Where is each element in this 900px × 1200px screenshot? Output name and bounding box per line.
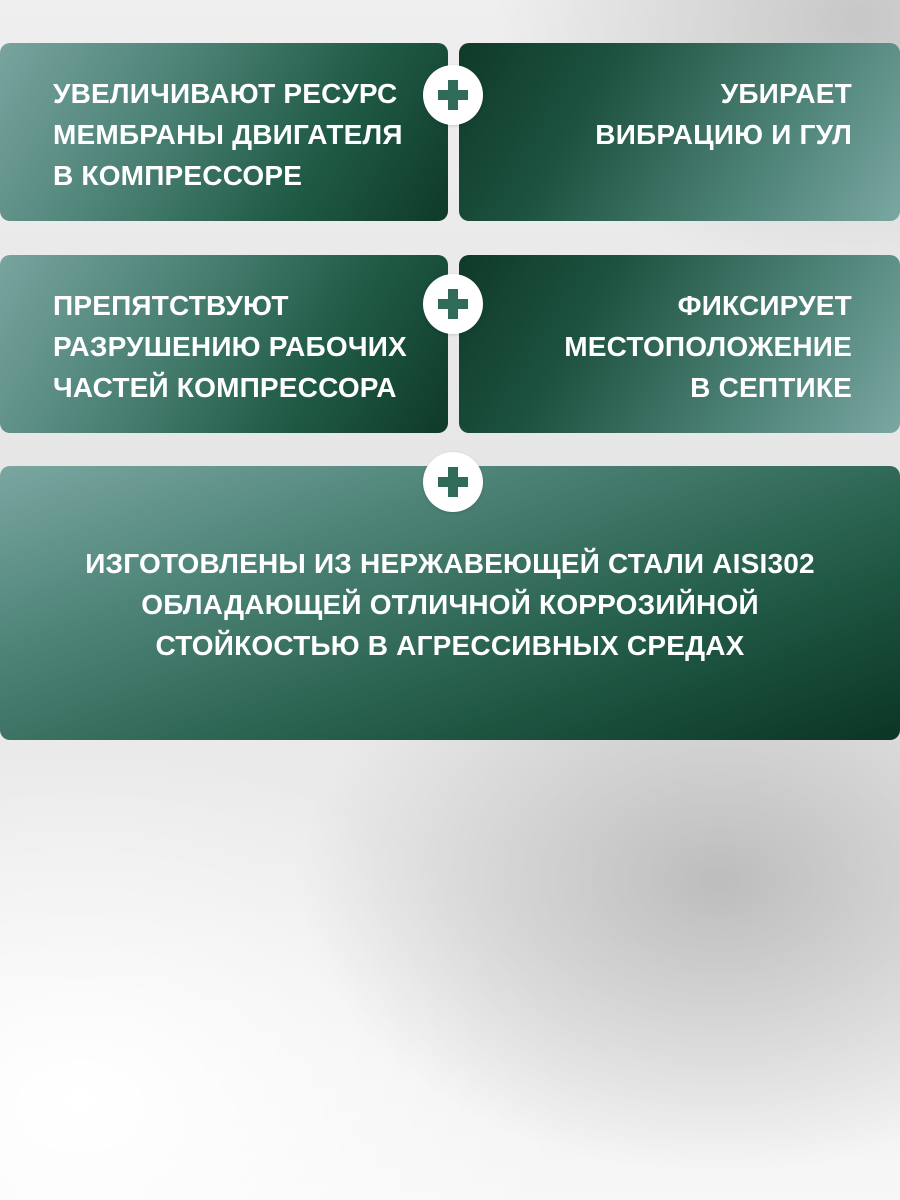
plus-icon	[423, 65, 483, 125]
benefit-text-material: ИЗГОТОВЛЕНЫ ИЗ НЕРЖАВЕЮЩЕЙ СТАЛИ AISI302 ОБЛАДАЮЩЕЙ ОТЛИЧНОЙ КОРРОЗИЙНОЙ СТОЙКОСТЬЮ В АГРЕССИВНЫХ СРЕДАХ	[85, 548, 815, 661]
benefit-card-parts-protection	[0, 255, 448, 433]
plus-icon-vertical-bar	[448, 80, 458, 110]
benefit-card-position	[459, 255, 900, 433]
benefit-text-membrane-resource: УВЕЛИЧИВАЮТ РЕСУРС МЕМБРАНЫ ДВИГАТЕЛЯ В КОМПРЕССОРЕ	[53, 78, 403, 191]
plus-icon-vertical-bar	[448, 289, 458, 319]
plus-icon	[423, 274, 483, 334]
benefit-card-membrane-resource	[0, 43, 448, 221]
plus-icon	[423, 452, 483, 512]
plus-icon-vertical-bar	[448, 467, 458, 497]
benefit-text-parts-protection: ПРЕПЯТСТВУЮТ РАЗРУШЕНИЮ РАБОЧИХ ЧАСТЕЙ КОМПРЕССОРА	[53, 290, 407, 403]
benefit-text-vibration: УБИРАЕТ ВИБРАЦИЮ И ГУЛ	[595, 78, 852, 150]
benefit-text-position: ФИКСИРУЕТ МЕСТОПОЛОЖЕНИЕ В СЕПТИКЕ	[564, 290, 852, 403]
benefit-card-vibration	[459, 43, 900, 221]
